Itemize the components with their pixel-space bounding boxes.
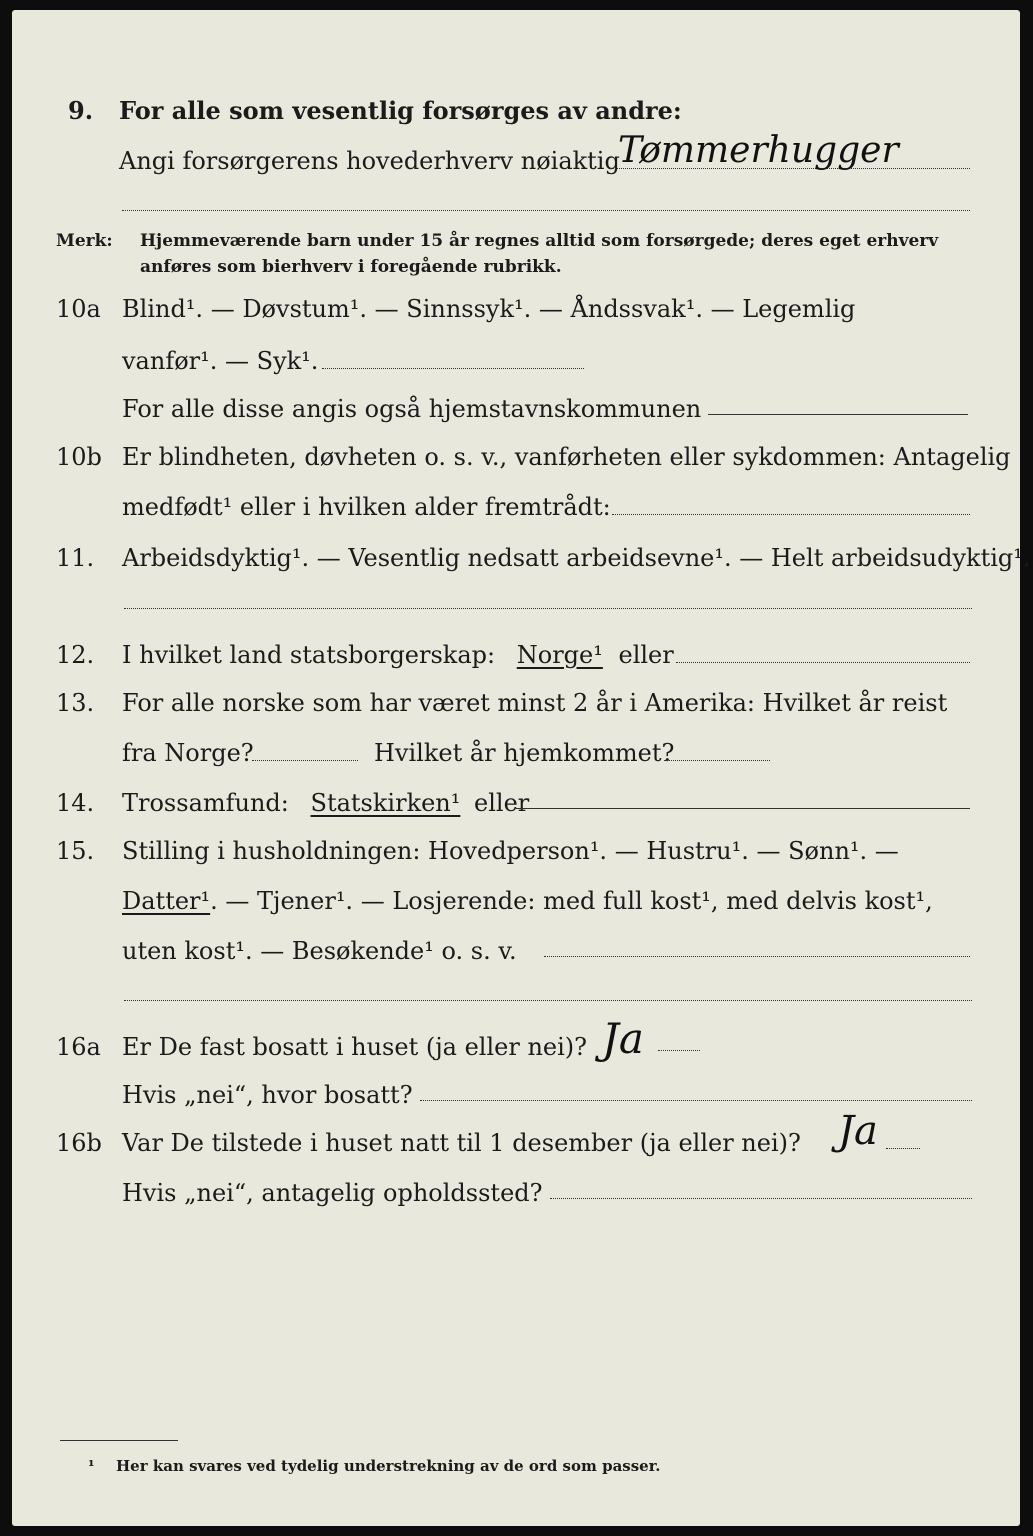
q9-handwritten-answer: Tømmerhugger [618,130,899,171]
q15-number: 15. [56,837,95,865]
q14-line [122,788,529,818]
q16b-line2: Hvis „nei“, antagelig opholdssted? [122,1179,543,1207]
q10b-line2: medfødt¹ eller i hvilken alder fremtrådt: [122,493,611,521]
merk-text-line2: anføres som bierhverv i foregående rubrikk. [140,257,562,277]
q13-line2a: fra Norge? [122,739,254,767]
q16a-line1: Er De fast bosatt i huset (ja eller nei)? [122,1033,588,1061]
q9-heading: For alle som vesentlig forsørges av andre: [119,96,682,125]
q11-extra-line [124,608,972,609]
q9-extra-line [122,210,970,211]
q10b-line1: Er blindheten, døvheten o. s. v., vanførheten eller sykdommen: Antagelig [122,443,1011,471]
q15-line3: uten kost¹. — Besøkende¹ o. s. v. [122,937,517,965]
q16a-residence-line [420,1100,972,1101]
q12-number: 12. [56,641,95,669]
q13-line2b: Hvilket år hjemkommet? [374,739,675,767]
census-form-page [12,10,1031,1526]
q16a-number: 16a [56,1033,101,1061]
q10b-number: 10b [56,443,102,471]
q16a-line2: Hvis „nei“, hvor bosatt? [122,1081,413,1109]
q15-underlined-daughter: Datter¹ [122,887,211,915]
q13-year-returned-line [664,760,770,761]
q14-number: 14. [56,789,95,817]
q14-or: eller [474,789,530,817]
q16a-answer-line [658,1050,700,1051]
q9-prompt: Angi forsørgerens hovederhverv nøiaktig [119,147,620,175]
q13-year-left-line [252,760,358,761]
q13-number: 13. [56,689,95,717]
q13-line1: For alle norske som har været minst 2 år i Amerika: Hvilket år reist [122,689,948,717]
q10b-answer-line [612,514,970,515]
q10a-line3: For alle disse angis også hjemstavnskommunen [122,395,702,423]
q10a-line1: Blind¹. — Døvstum¹. — Sinnssyk¹. — Åndssvak¹. — Legemlig [122,295,856,323]
merk-text-line1: Hjemmeværende barn under 15 år regnes alltid som forsørgede; deres eget erhverv [140,231,939,251]
q11-number: 11. [56,544,95,572]
footnote-separator [60,1440,178,1441]
q12-line [122,640,674,670]
q16a-handwritten-answer: Ja [602,1014,644,1063]
q11-line1: Arbeidsdyktig¹. — Vesentlig nedsatt arbeidsevne¹. — Helt arbeidsudyktig¹. [122,544,1031,572]
q16b-handwritten-answer: Ja [838,1108,878,1154]
merk-label: Merk: [56,231,113,251]
q14-answer-line [516,808,970,809]
q14-prompt: Trossamfund: [122,789,289,817]
q10a-home-municipality-line [708,414,968,415]
q10a-number: 10a [56,295,101,323]
q15-line2 [122,886,933,916]
q15-line1: Stilling i husholdningen: Hovedperson¹. — Hustru¹. — Sønn¹. — [122,837,899,865]
q16b-location-line [550,1198,972,1199]
q12-answer-line [676,662,970,663]
q10a-answer-line [322,368,584,369]
q15-answer-line [544,956,970,957]
q16b-line1: Var De tilstede i huset natt til 1 desember (ja eller nei)? [122,1129,801,1157]
q10a-line2: vanfør¹. — Syk¹. [122,347,319,375]
q15-line2-rest: . — Tjener¹. — Losjerende: med full kost¹, med delvis kost¹, [210,887,933,915]
q14-underlined-state-church: Statskirken¹ [310,789,461,817]
q9-number: 9. [68,96,94,125]
q12-underlined-norway: Norge¹ [516,641,603,669]
q16b-answer-line [886,1148,920,1149]
q12-prompt: I hvilket land statsborgerskap: [122,641,496,669]
footnote-text: Her kan svares ved tydelig understrekning av de ord som passer. [116,1457,661,1475]
q16b-number: 16b [56,1129,102,1157]
q12-or: eller [618,641,674,669]
q15-extra-line [124,1000,972,1001]
footnote-mark: ¹ [88,1457,95,1475]
